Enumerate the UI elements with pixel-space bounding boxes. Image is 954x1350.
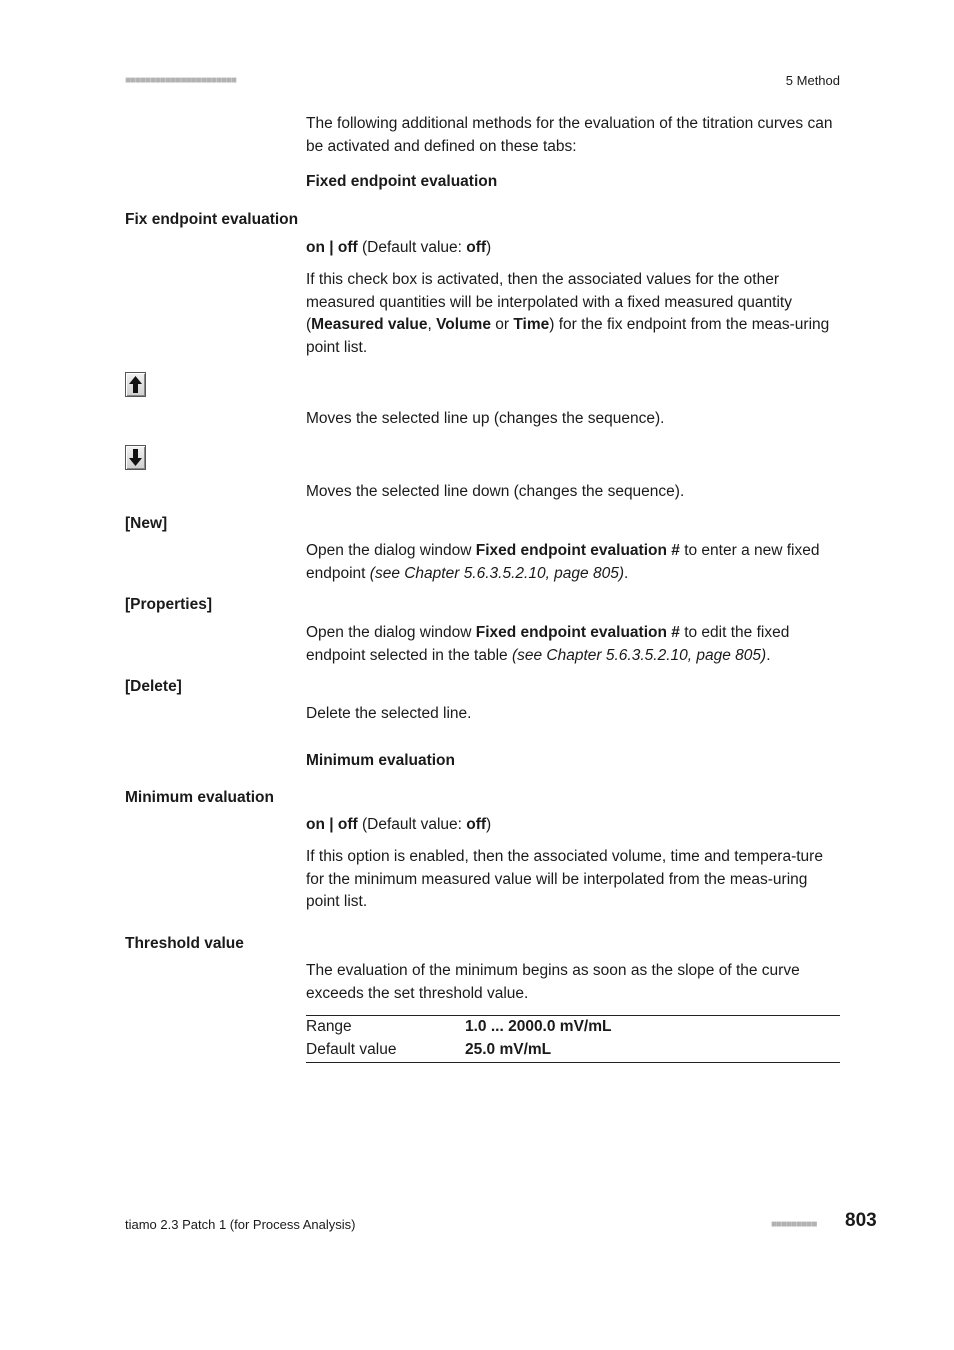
table-cell-key: Range — [306, 1018, 352, 1035]
delete-description: Delete the selected line. — [306, 705, 472, 722]
table-row-range — [306, 1016, 840, 1039]
minimum-evaluation-description: If this option is enabled, then the associated volume, time and tempera-ture for the minimum measured value will be interpolated from the meas-uring point list. — [306, 848, 823, 910]
properties-description: Open the dialog window Fixed endpoint evaluation # to edit the fixed endpoint selected in the table (see Chapter 5.6.3.5.2.10, page 805). — [306, 624, 790, 664]
move-down-description: Moves the selected line down (changes the sequence). — [306, 483, 685, 500]
term-delete: [Delete] — [125, 678, 182, 695]
minimum-evaluation-default: on | off (Default value: off) — [306, 816, 492, 833]
section-title-minimum-evaluation: Minimum evaluation — [306, 752, 455, 769]
footer-product-name: tiamo 2.3 Patch 1 (for Process Analysis) — [125, 1217, 356, 1232]
new-description: Open the dialog window Fixed endpoint evaluation # to enter a new fixed endpoint (see Chapter 5.6.3.5.2.10, page 805). — [306, 542, 820, 582]
chapter-title: 5 Method — [785, 73, 840, 88]
term-new: [New] — [125, 515, 168, 532]
threshold-description: The evaluation of the minimum begins as soon as the slope of the curve exceeds the set threshold value. — [306, 962, 800, 1002]
arrow-down-icon — [125, 445, 146, 470]
arrow-up-icon — [125, 372, 146, 397]
threshold-value-table — [306, 1015, 840, 1063]
move-up-description: Moves the selected line up (changes the sequence). — [306, 410, 665, 427]
footer-decoration: ■■■■■■■■■ — [771, 1219, 817, 1230]
term-properties: [Properties] — [125, 596, 212, 613]
fix-endpoint-default: on | off (Default value: off) — [306, 239, 492, 256]
intro-paragraph: The following additional methods for the evaluation of the titration curves can be activated and defined on these tabs: — [306, 115, 833, 155]
term-threshold-value: Threshold value — [125, 935, 244, 952]
page-number: 803 — [845, 1210, 877, 1231]
fix-endpoint-description: If this check box is activated, then the associated values for the other measured quantities will be interpolated with a fixed measured quantity (Measured value, Volume or Time) for the fix endpoint from the meas-uring point list. — [306, 271, 830, 356]
table-cell-value: 25.0 mV/mL — [465, 1041, 552, 1058]
header-decoration: ■■■■■■■■■■■■■■■■■■■■■■ — [125, 75, 236, 86]
term-minimum-evaluation: Minimum evaluation — [125, 789, 274, 806]
table-row-default-value — [306, 1039, 840, 1062]
term-fix-endpoint-evaluation: Fix endpoint evaluation — [125, 211, 299, 228]
table-cell-value: 1.0 ... 2000.0 mV/mL — [465, 1018, 612, 1035]
table-cell-key: Default value — [306, 1041, 397, 1058]
chapter-reference-link[interactable]: (see Chapter 5.6.3.5.2.10, page 805) — [369, 564, 624, 582]
section-title-fixed-endpoint: Fixed endpoint evaluation — [306, 173, 498, 190]
chapter-reference-link[interactable]: (see Chapter 5.6.3.5.2.10, page 805) — [511, 646, 767, 664]
